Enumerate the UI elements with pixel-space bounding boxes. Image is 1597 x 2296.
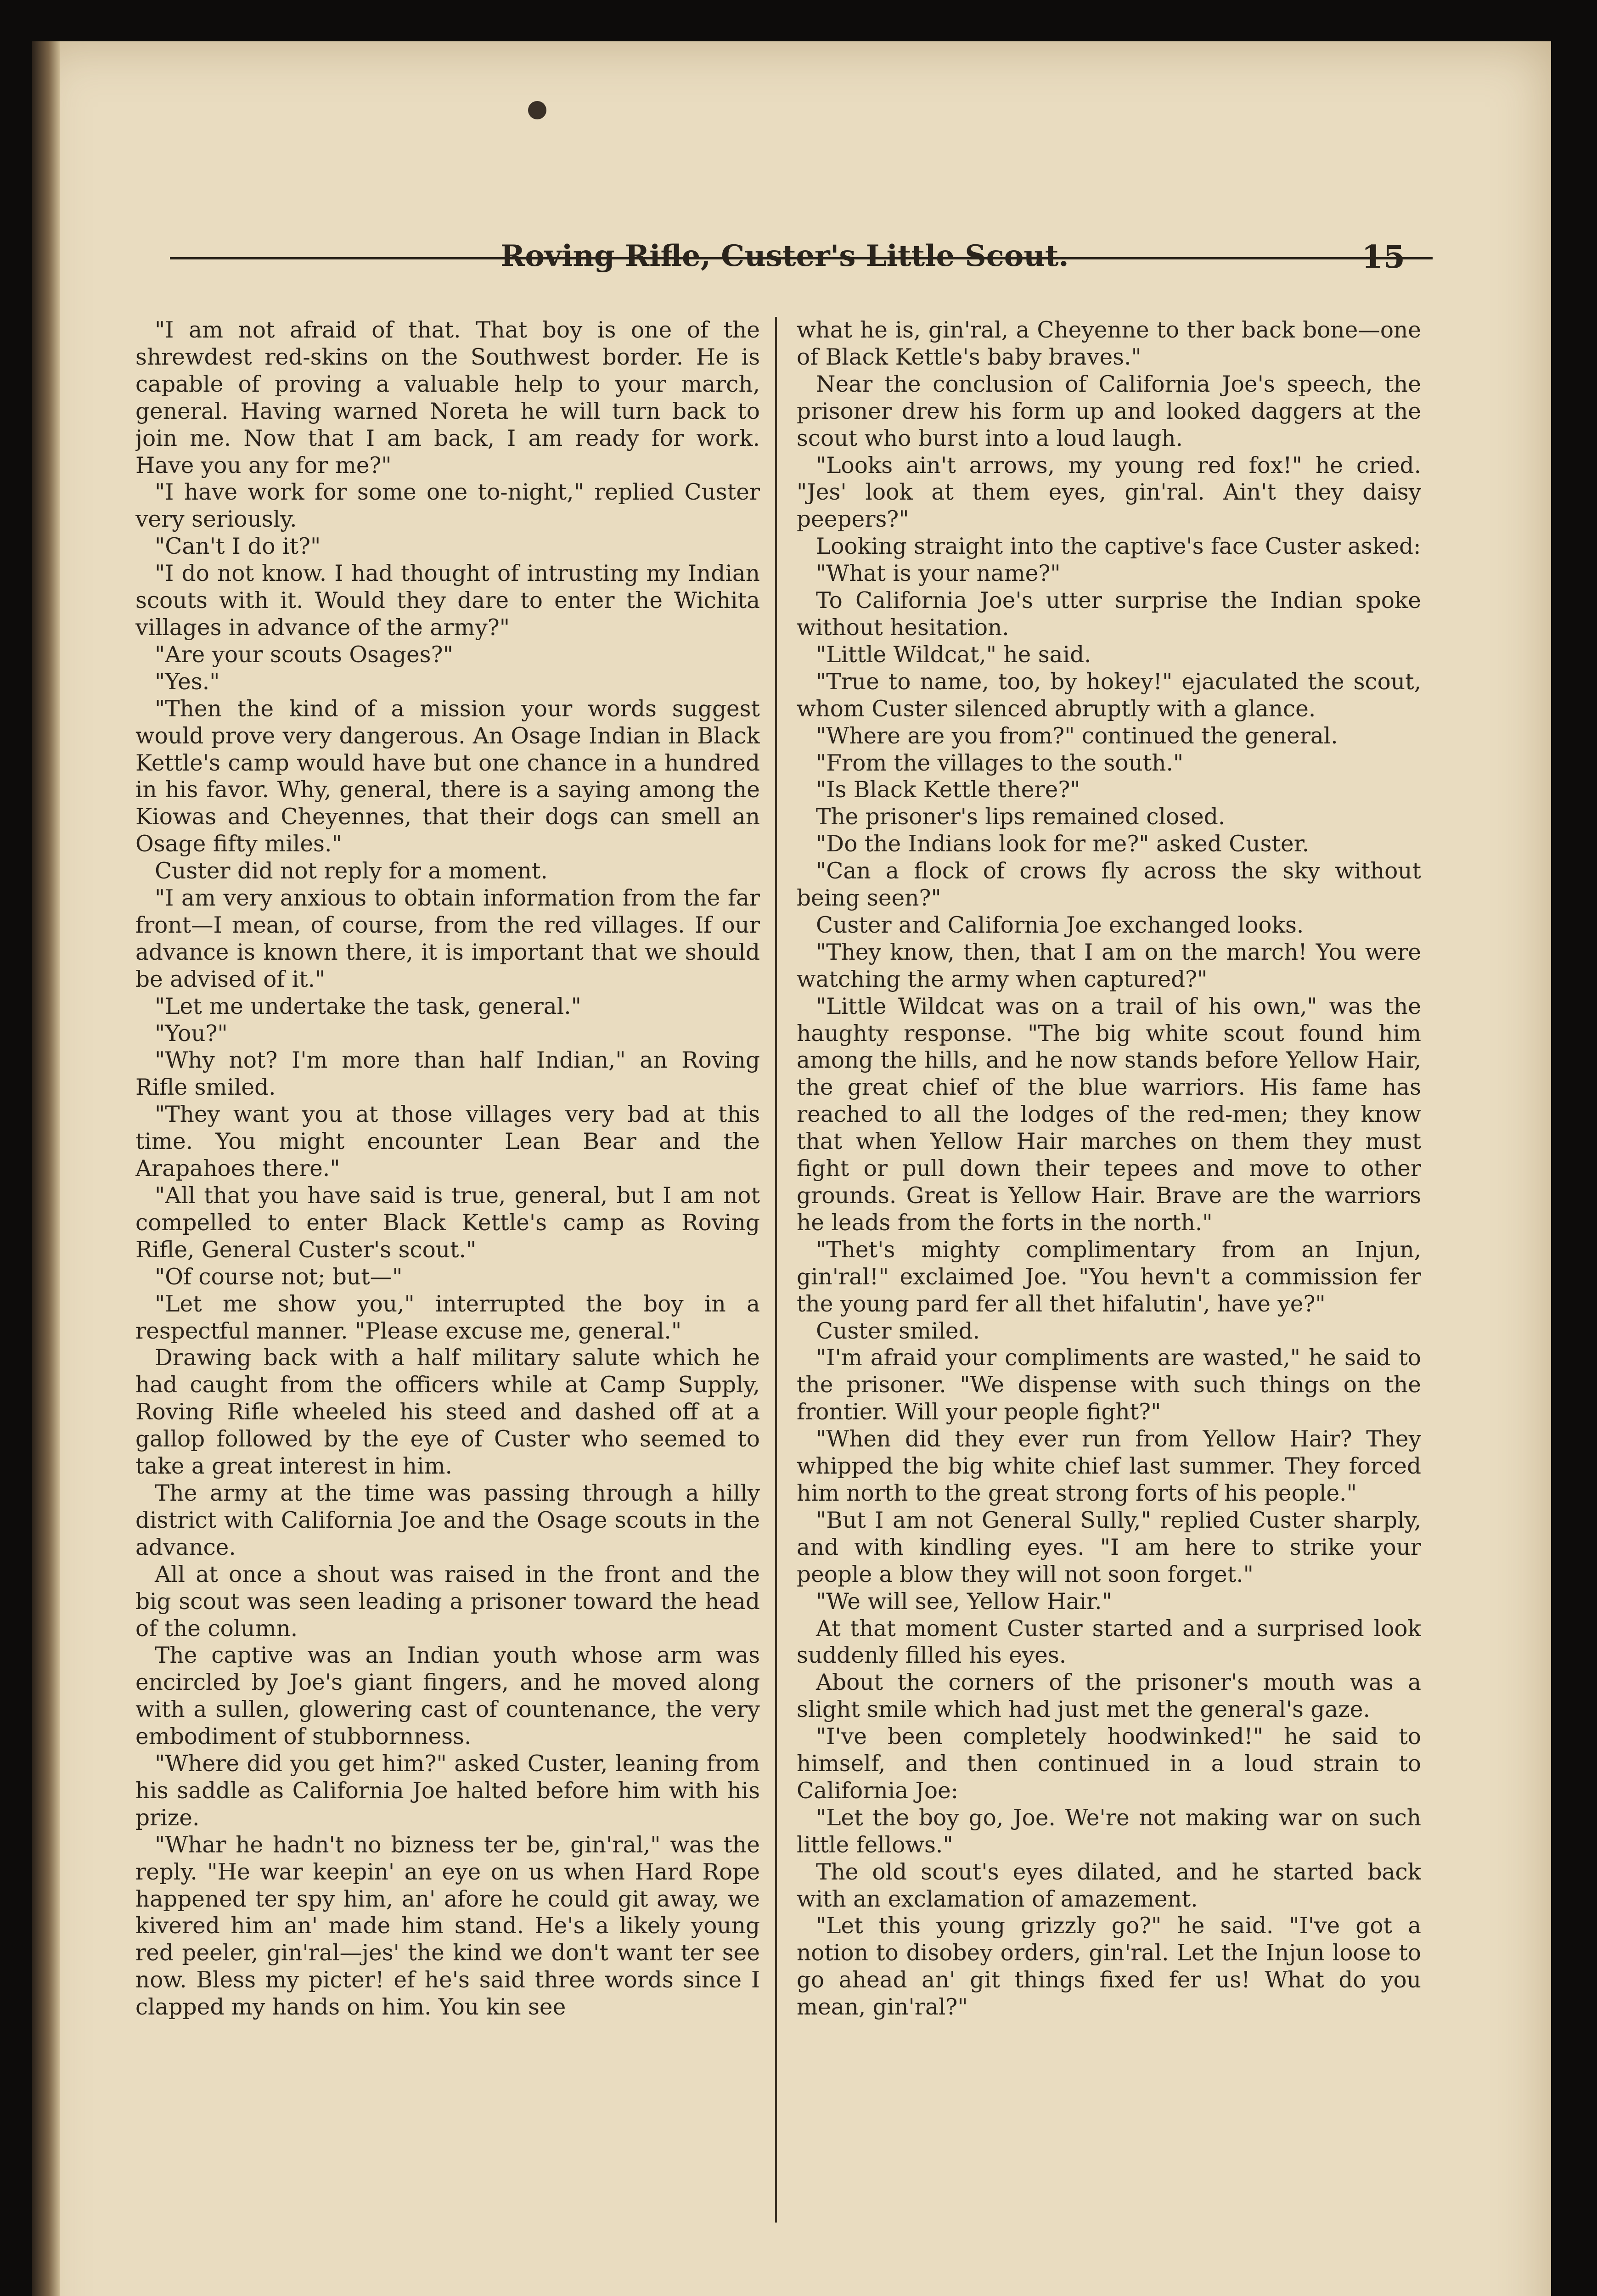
paragraph: "Where did you get him?" asked Custer, leaning from his saddle as California Joe halted before him with his prize. <box>135 1751 760 1831</box>
paragraph: Drawing back with a half military salute which he had caught from the officers while at Camp Supply, Roving Rifle wheeled his steed and dashed off at a gallop followed by the eye of Custer who seemed to take a great interest in him. <box>135 1345 760 1480</box>
paragraph: "Let me show you," interrupted the boy in a respectful manner. "Please excuse me, general." <box>135 1291 760 1344</box>
paragraph: "Can a flock of crows fly across the sky without being seen?" <box>797 858 1421 912</box>
paragraph: "I've been completely hoodwinked!" he said to himself, and then continued in a loud strain to California Joe: <box>797 1724 1421 1804</box>
paragraph: "All that you have said is true, general, but I am not compelled to enter Black Kettle's camp as Roving Rifle, General Custer's scout." <box>135 1183 760 1263</box>
paragraph: "When did they ever run from Yellow Hair? They whipped the big white chief last summer. They forced him north to the great strong forts of his people." <box>797 1426 1421 1506</box>
paragraph: "They want you at those villages very bad at this time. You might encounter Lean Bear and the Arapahoes there." <box>135 1102 760 1182</box>
right-column <box>797 317 1421 2223</box>
paragraph: "Yes." <box>155 669 220 695</box>
paragraph: "What is your name?" <box>816 561 1061 587</box>
paragraph: "I do not know. I had thought of intrusting my Indian scouts with it. Would they dare to enter the Wichita villages in advance of the army?" <box>135 561 760 641</box>
paragraph: "I am not afraid of that. That boy is one of the shrewdest red-skins on the Southwest border. He is capable of proving a valuable help to your march, general. Having warned Noreta he will turn back to join me. Now that I am back, I am ready for work. Have you any for me?" <box>135 317 760 478</box>
paragraph: To California Joe's utter surprise the Indian spoke without hesitation. <box>797 588 1421 641</box>
paragraph: "Looks ain't arrows, my young red fox!" he cried. "Jes' look at them eyes, gin'ral. Ain't they daisy peepers?" <box>797 452 1421 533</box>
left-column <box>135 317 760 2223</box>
paragraph: "Little Wildcat was on a trail of his own," was the haughty response. "The big white scout found him among the hills, and he now stands before Yellow Hair, the great chief of the blue warriors. His fame has reached to all the lodges of the red-men; they know that when Yellow Hair marches on them they must fight or pull down their tepees and move to other grounds. Great is Yellow Hair. Brave are the warriors he leads from the forts in the north." <box>797 993 1421 1236</box>
paragraph: About the corners of the prisoner's mouth was a slight smile which had just met the general's gaze. <box>797 1670 1421 1723</box>
paragraph: "Do the Indians look for me?" asked Custer. <box>816 831 1310 857</box>
paragraph: Custer smiled. <box>816 1318 980 1344</box>
paragraph: "They know, then, that I am on the march! You were watching the army when captured?" <box>797 939 1421 992</box>
paragraph: what he is, gin'ral, a Cheyenne to ther back bone—one of Black Kettle's baby braves." <box>797 317 1421 370</box>
paragraph: "Then the kind of a mission your words suggest would prove very dangerous. An Osage Indian in Black Kettle's camp would have but one chance in a hundred in his favor. Why, general, there is a saying among the Kiowas and Cheyennes, that their dogs can smell an Osage fifty miles." <box>135 696 760 857</box>
paragraph: "Whar he hadn't no bizness ter be, gin'ral," was the reply. "He war keepin' an eye on us when Hard Rope happened ter spy him, an' afore he could git away, we kivered him an' made him stand. He's a likely young red peeler, gin'ral—jes' the kind we don't want ter see now. Bless my picter! ef he's said three words since I clapped my hands on him. You kin see <box>135 1832 760 2020</box>
paragraph: All at once a shout was raised in the front and the big scout was seen leading a prisoner toward the head of the column. <box>135 1561 760 1642</box>
paragraph: "Little Wildcat," he said. <box>816 642 1091 668</box>
paragraph: "Can't I do it?" <box>155 534 321 560</box>
paragraph: "Are your scouts Osages?" <box>155 642 453 668</box>
paragraph: "Let this young grizzly go?" he said. "I've got a notion to disobey orders, gin'ral. Let the Injun loose to go ahead an' git things fixed fer us! What do you mean, gin'ral?" <box>797 1913 1421 2020</box>
paragraph: "You?" <box>155 1020 228 1047</box>
paragraph: "Why not? I'm more than half Indian," an Roving Rifle smiled. <box>135 1047 760 1101</box>
column-divider <box>775 317 777 2223</box>
paragraph: "True to name, too, by hokey!" ejaculated the scout, whom Custer silenced abruptly with a glance. <box>797 669 1421 722</box>
paragraph: Near the conclusion of California Joe's speech, the prisoner drew his form up and looked daggers at the scout who burst into a loud laugh. <box>797 371 1421 451</box>
paragraph: The captive was an Indian youth whose arm was encircled by Joe's giant fingers, and he moved along with a sullen, glowering cast of countenance, the very embodiment of stubbornness. <box>135 1643 760 1750</box>
paragraph: The old scout's eyes dilated, and he started back with an exclamation of amazement. <box>797 1859 1421 1912</box>
paragraph: The prisoner's lips remained closed. <box>816 804 1226 830</box>
page-title: Roving Rifle, Custer's Little Scout. <box>500 239 1069 273</box>
paragraph: "I have work for some one to-night," replied Custer very seriously. <box>135 479 760 533</box>
paragraph: Looking straight into the captive's face Custer asked: <box>816 534 1421 560</box>
paragraph: "But I am not General Sully," replied Custer sharply, and with kindling eyes. "I am here to strike your people a blow they will not soon forget." <box>797 1507 1421 1587</box>
binding-gutter <box>32 41 60 2296</box>
book-page <box>32 41 1551 2296</box>
paragraph: "From the villages to the south." <box>816 750 1184 776</box>
paragraph: "Of course not; but—" <box>155 1264 403 1290</box>
paragraph: "Is Black Kettle there?" <box>816 777 1080 803</box>
running-header <box>170 193 1433 276</box>
paragraph: The army at the time was passing through a hilly district with California Joe and the Osage scouts in the advance. <box>135 1480 760 1560</box>
paragraph: Custer did not reply for a moment. <box>155 858 548 884</box>
paragraph: At that moment Custer started and a surprised look suddenly filled his eyes. <box>797 1615 1421 1669</box>
paragraph: "Thet's mighty complimentary from an Injun, gin'ral!" exclaimed Joe. "You hevn't a commission fer the young pard fer all thet hifalutin', have ye?" <box>797 1237 1421 1317</box>
paragraph: Custer and California Joe exchanged looks. <box>816 912 1304 938</box>
paragraph: "Let me undertake the task, general." <box>155 993 581 1019</box>
paragraph: "Where are you from?" continued the general. <box>816 723 1338 749</box>
page-number: 15 <box>1361 239 1405 276</box>
binding-hole <box>528 101 546 119</box>
paragraph: "Let the boy go, Joe. We're not making war on such little fellows." <box>797 1805 1421 1858</box>
paragraph: "We will see, Yellow Hair." <box>816 1588 1112 1615</box>
paragraph: "I'm afraid your compliments are wasted," he said to the prisoner. "We dispense with such things on the frontier. Will your people fight?" <box>797 1345 1421 1425</box>
paragraph: "I am very anxious to obtain information from the far front—I mean, of course, from the red villages. If our advance is known there, it is important that we should be advised of it." <box>135 885 760 992</box>
